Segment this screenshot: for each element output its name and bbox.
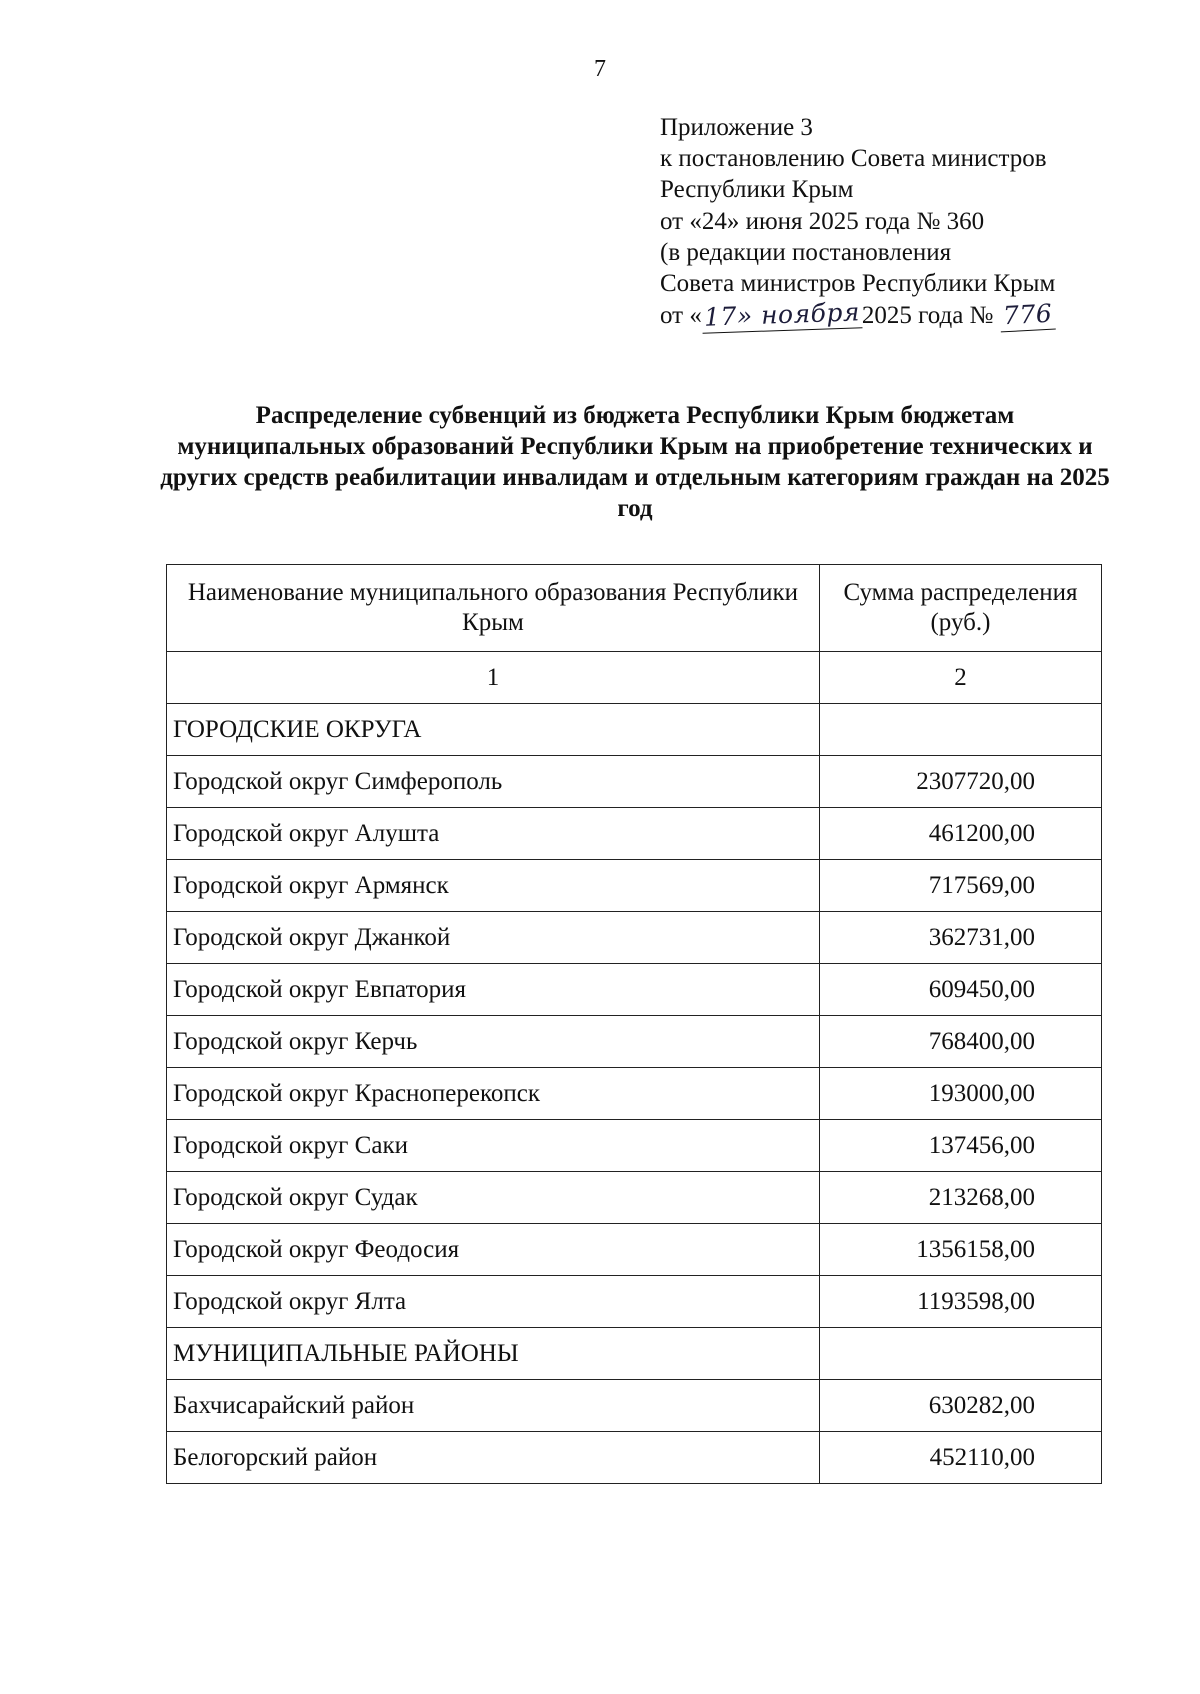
appendix-line-5: (в редакции постановления xyxy=(660,238,952,266)
municipality-name: Городской округ Алушта xyxy=(167,808,820,860)
appendix-line-7-prefix: от « xyxy=(660,302,702,330)
municipality-name: Городской округ Джанкой xyxy=(167,912,820,964)
municipality-name: Бахчисарайский район xyxy=(167,1380,820,1432)
table-row xyxy=(167,1276,1102,1328)
municipality-name: Городской округ Ялта xyxy=(167,1276,820,1328)
appendix-line-7-year: 2025 года № xyxy=(861,302,994,330)
amount-cell: 193000,00 xyxy=(819,1068,1101,1120)
table-row xyxy=(167,1172,1102,1224)
table-row xyxy=(167,912,1102,964)
municipality-name: Городской округ Красноперекопск xyxy=(167,1068,820,1120)
distribution-table xyxy=(166,564,1102,1484)
amount-cell: 2307720,00 xyxy=(819,756,1101,808)
amount-cell: 717569,00 xyxy=(819,860,1101,912)
amount-cell xyxy=(819,704,1101,756)
header-municipality: Наименование муниципального образования Республики Крым xyxy=(167,565,820,652)
handwritten-number: 776 xyxy=(999,298,1056,333)
table-row xyxy=(167,964,1102,1016)
appendix-line-4: от «24» июня 2025 года № 360 xyxy=(660,207,985,235)
municipality-name: Городской округ Феодосия xyxy=(167,1224,820,1276)
table-row xyxy=(167,704,1102,756)
municipality-name: МУНИЦИПАЛЬНЫЕ РАЙОНЫ xyxy=(167,1328,820,1380)
table-row xyxy=(167,1432,1102,1484)
header-amount: Сумма распределения (руб.) xyxy=(819,565,1101,652)
appendix-line-6: Совета министров Республики Крым xyxy=(660,270,1056,298)
amount-cell xyxy=(819,1328,1101,1380)
amount-cell: 461200,00 xyxy=(819,808,1101,860)
appendix-line-2: к постановлению Совета министров xyxy=(660,145,1047,173)
municipality-name: Городской округ Симферополь xyxy=(167,756,820,808)
municipality-name: Городской округ Судак xyxy=(167,1172,820,1224)
column-number-2: 2 xyxy=(819,652,1101,704)
table-row xyxy=(167,1328,1102,1380)
amount-cell: 362731,00 xyxy=(819,912,1101,964)
amount-cell: 137456,00 xyxy=(819,1120,1101,1172)
amount-cell: 609450,00 xyxy=(819,964,1101,1016)
table-row xyxy=(167,1380,1102,1432)
appendix-line-1: Приложение 3 xyxy=(660,114,813,141)
column-number-row xyxy=(167,652,1102,704)
amount-cell: 630282,00 xyxy=(819,1380,1101,1432)
amount-cell: 1356158,00 xyxy=(819,1224,1101,1276)
municipality-name: Городской округ Керчь xyxy=(167,1016,820,1068)
table-row xyxy=(167,808,1102,860)
appendix-line-3: Республики Крым xyxy=(660,176,854,204)
table-row xyxy=(167,860,1102,912)
municipality-name: ГОРОДСКИЕ ОКРУГА xyxy=(167,704,820,756)
amount-cell: 768400,00 xyxy=(819,1016,1101,1068)
amount-cell: 1193598,00 xyxy=(819,1276,1101,1328)
table-header-row xyxy=(167,565,1102,652)
page-number: 7 xyxy=(594,56,606,82)
municipality-name: Городской округ Евпатория xyxy=(167,964,820,1016)
municipality-name: Городской округ Армянск xyxy=(167,860,820,912)
table-row xyxy=(167,1120,1102,1172)
appendix-line-7 xyxy=(660,299,1055,331)
table-row xyxy=(167,1068,1102,1120)
table-row xyxy=(167,1224,1102,1276)
handwritten-date: 17» ноября xyxy=(701,296,862,334)
table-row xyxy=(167,1016,1102,1068)
table-row xyxy=(167,756,1102,808)
appendix-block xyxy=(660,112,1055,331)
document-title: Распределение субвенций из бюджета Республики Крым бюджетам муниципальных образований Республики Крым на приобретение технических и других средств реабилитации инвалидам и отдельным категориям граждан на 2025 год xyxy=(160,402,1110,522)
municipality-name: Белогорский район xyxy=(167,1432,820,1484)
column-number-1: 1 xyxy=(167,652,820,704)
amount-cell: 213268,00 xyxy=(819,1172,1101,1224)
amount-cell: 452110,00 xyxy=(819,1432,1101,1484)
municipality-name: Городской округ Саки xyxy=(167,1120,820,1172)
